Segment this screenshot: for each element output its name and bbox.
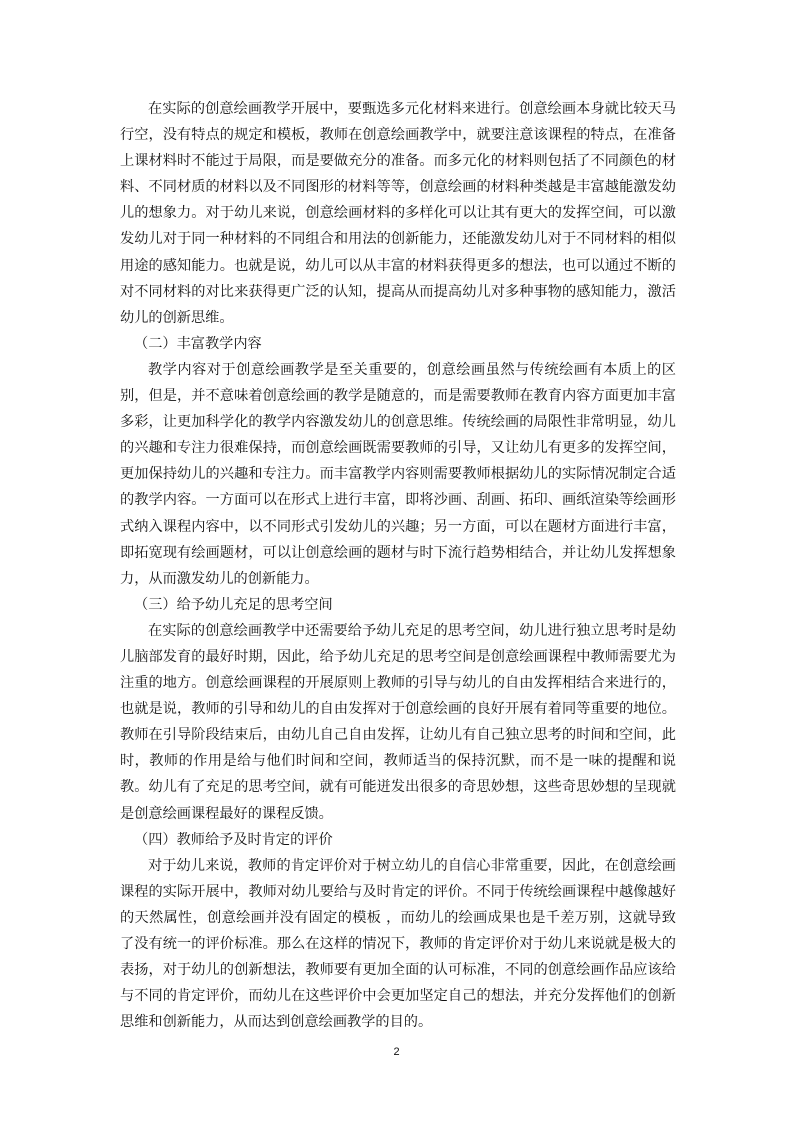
document-body	[120, 96, 676, 1035]
paragraph-enrich-content: 教学内容对于创意绘画教学是至关重要的，创意绘画虽然与传统绘画有本质上的区别，但是，并不意味着创意绘画的教学是随意的，而是需要教师在教育内容方面更加丰富多彩，让更加科学化的教学内容激发幼儿的创意思维。传统绘画的局限性非常明显，幼儿的兴趣和专注力很难保持，而创意绘画既需要教师的引导，又让幼儿有更多的发挥空间，更加保持幼儿的兴趣和专注力。而丰富教学内容则需要教师根据幼儿的实际情况制定合适的教学内容。一方面可以在形式上进行丰富，即将沙画、刮画、拓印、画纸渲染等绘画形式纳入课程内容中，以不同形式引发幼儿的兴趣；另一方面，可以在题材方面进行丰富，即拓宽现有绘画题材，可以让创意绘画的题材与时下流行趋势相结合，并让幼儿发挥想象力，从而激发幼儿的创新能力。	[120, 361, 676, 587]
page-number: 2	[393, 1046, 400, 1058]
paragraph-thinking-space: 在实际的创意绘画教学中还需要给予幼儿充足的思考空间，幼儿进行独立思考时是幼儿脑部发育的最好时期，因此，给予幼儿充足的思考空间是创意绘画课程中教师需要尤为注重的地方。创意绘画课程的开展原则上教师的引导与幼儿的自由发挥相结合来进行的，也就是说，教师的引导和幼儿的自由发挥对于创意绘画的良好开展有着同等重要的地位。教师在引导阶段结束后，由幼儿自己自由发挥，让幼儿有自己独立思考的时间和空间，此时，教师的作用是给与他们时间和空间，教师适当的保持沉默，而不是一味的提醒和说教。幼儿有了充足的思考空间，就有可能迸发出很多的奇思妙想，这些奇思妙想的呈现就是创意绘画课程最好的课程反馈。	[120, 622, 676, 822]
paragraph-teacher-evaluation: 对于幼儿来说，教师的肯定评价对于树立幼儿的自信心非常重要，因此，在创意绘画课程的实际开展中，教师对幼儿要给与及时肯定的评价。不同于传统绘画课程中越像越好的天然属性，创意绘画并没有固定的模板 ，而幼儿的绘画成果也是千差万别，这就导致了没有统一的评价标准。那么在这样的情况下，教师的肯定评价对于幼儿来说就是极大的表扬，对于幼儿的创新想法，教师要有更加全面的认可标准，不同的创意绘画作品应该给与不同的肯定评价，而幼儿在这些评价中会更加坚定自己的想法，并充分发挥他们的创新思维和创新能力，从而达到创意绘画教学的目的。	[120, 857, 676, 1031]
paragraph-materials: 在实际的创意绘画教学开展中，要甄选多元化材料来进行。创意绘画本身就比较天马行空，没有特点的规定和模板，教师在创意绘画教学中，就要注意该课程的特点，在准备上课材料时不能过于局限，而是要做充分的准备。而多元化的材料则包括了不同颜色的材料、不同材质的材料以及不同图形的材料等等，创意绘画的材料种类越是丰富越能激发幼儿的想象力。对于幼儿来说，创意绘画材料的多样化可以让其有更大的发挥空间，可以激发幼儿对于同一种材料的不同组合和用法的创新能力，还能激发幼儿对于不同材料的相似用途的感知能力。也就是说，幼儿可以从丰富的材料获得更多的想法，也可以通过不断的对不同材料的对比来获得更广泛的认知，提高从而提高幼儿对多种事物的感知能力，激活幼儿的创新思维。	[120, 101, 676, 326]
section-heading-thinking-space: （三）给予幼儿充足的思考空间	[134, 596, 333, 613]
section-heading-teacher-evaluation: （四）教师给予及时肯定的评价	[134, 831, 333, 848]
section-heading-enrich-content: （二）丰富教学内容	[134, 335, 262, 352]
